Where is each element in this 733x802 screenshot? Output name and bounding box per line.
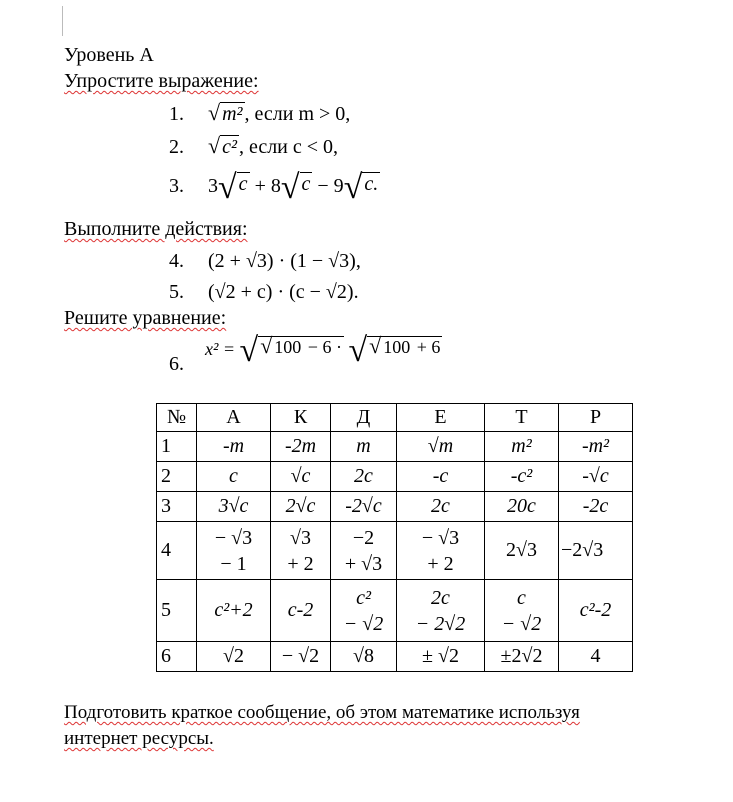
section1-heading: Упростите выражение: bbox=[64, 70, 259, 92]
task-2: 2. √ c² , если c < 0, bbox=[169, 133, 339, 158]
section2-heading: Выполните действия: bbox=[64, 218, 248, 240]
radical: √√ 100 + 6 bbox=[348, 332, 441, 369]
section3-heading: Решите уравнение: bbox=[64, 307, 227, 329]
table-row: 1 -m -2m m √m m² -m² bbox=[157, 432, 633, 462]
task-4: 4. (2 + √3) · (1 − √3), bbox=[169, 250, 361, 272]
radical: √ c. bbox=[343, 169, 379, 206]
answers-table bbox=[156, 403, 633, 672]
text-cursor bbox=[62, 6, 63, 36]
table-header-row: № А К Д Е Т Р bbox=[157, 404, 633, 432]
radical: √ m² bbox=[208, 100, 243, 125]
radical: √ c bbox=[280, 169, 311, 206]
footer-line-1: Подготовить краткое сообщение, об этом математике используя bbox=[64, 702, 580, 723]
footer-line-2: интернет ресурсы. bbox=[64, 728, 214, 749]
table-row: 3 3√c 2√c -2√c 2c 20c -2c bbox=[157, 492, 633, 522]
table-row: 4 − √3 − 1 √3 + 2 −2 + √3 − √3 + 2 2√3 −2√3 bbox=[157, 522, 633, 580]
task-5: 5. (√2 + c) · (c − √2). bbox=[169, 281, 359, 303]
task-3: 3. 3√ c + 8√ c − 9√ c. bbox=[169, 169, 379, 206]
table-row: 5 c²+2 c-2 c² − √2 2c − 2√2 c − √2 c²-2 bbox=[157, 580, 633, 642]
task-1: 1. √ m² , если m > 0, bbox=[169, 100, 351, 125]
radical: √ c bbox=[218, 169, 248, 206]
radical: √√ 100 − 6 · bbox=[239, 332, 342, 369]
task-6-number: 6. bbox=[169, 353, 184, 375]
task-6-equation: x² = √√ 100 − 6 · √√ 100 + 6 bbox=[205, 332, 441, 369]
level-title: Уровень А bbox=[64, 44, 154, 66]
table-row: 2 c √c 2c -c -c² -√c bbox=[157, 462, 633, 492]
radical: √ c² bbox=[208, 133, 237, 158]
table-row: 6 √2 − √2 √8 ± √2 ±2√2 4 bbox=[157, 642, 633, 672]
